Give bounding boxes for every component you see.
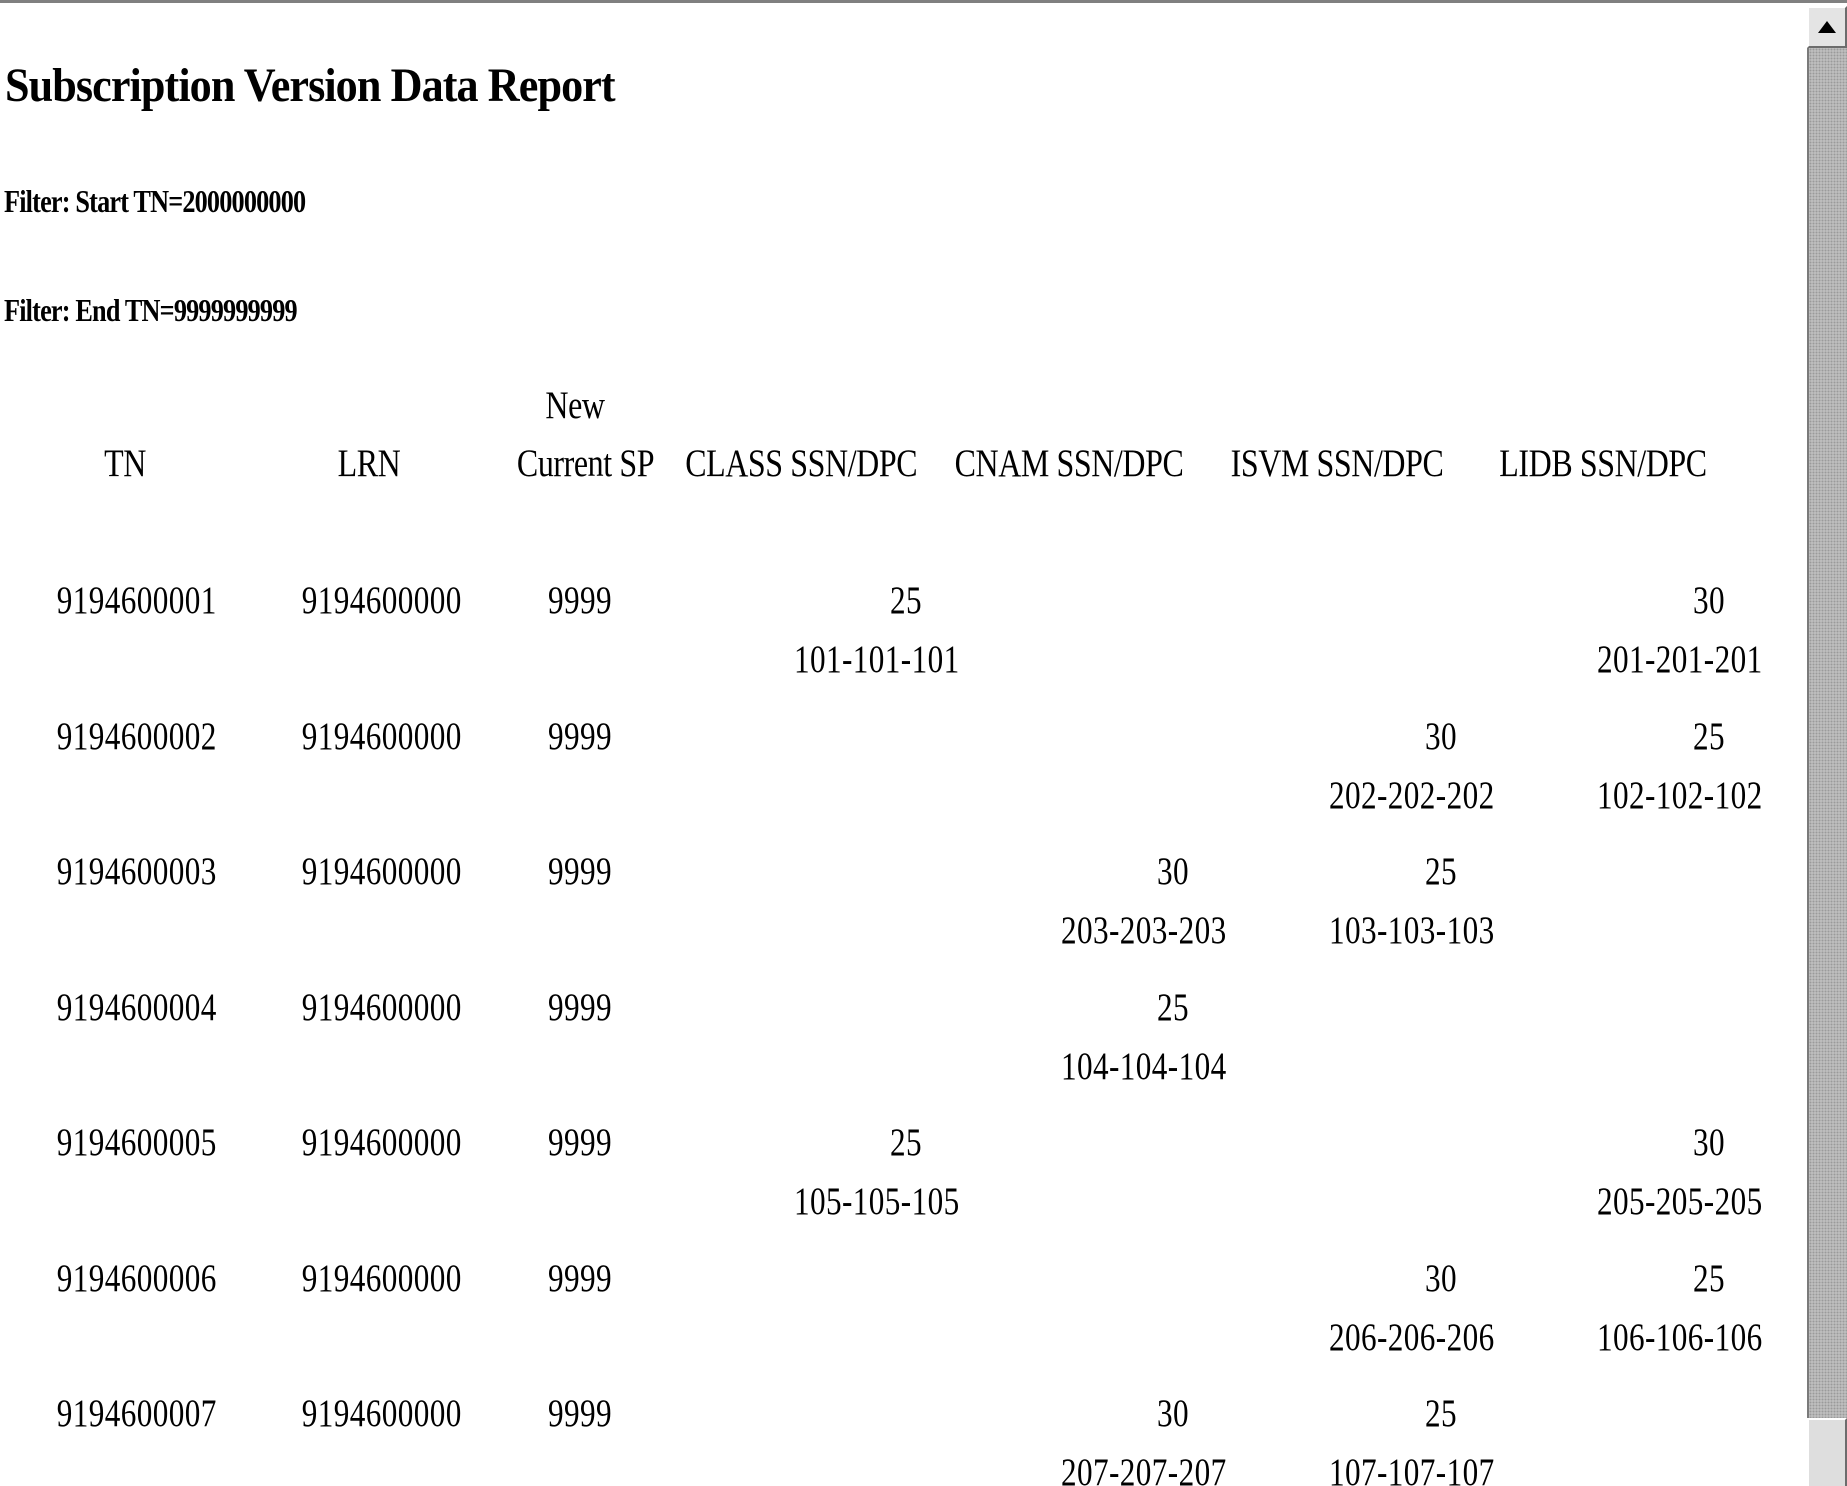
header-tn: TN [104,442,146,485]
cell-class-ssn: 25 [890,1121,922,1164]
cell-lrn: 9194600000 [301,579,462,622]
cell-lidb-ssn: 25 [1693,1256,1725,1300]
cell-lrn: 9194600000 [301,714,462,758]
scroll-up-button[interactable] [1807,6,1847,48]
cell-cnam-dpc: 207-207-207 [1061,1451,1227,1486]
cell-class-ssn: 25 [890,579,922,622]
cell-lidb-dpc: 205-205-205 [1597,1180,1763,1223]
scrollbar-thumb[interactable] [1807,1418,1847,1486]
cell-lrn: 9194600000 [301,1121,462,1164]
cell-class-dpc: 101-101-101 [794,638,960,681]
cell-tn: 9194600005 [56,1121,217,1164]
header-new-current-sp-line1: New [545,384,605,427]
report-content [0,3,1805,1486]
cell-isvm-dpc: 206-206-206 [1329,1315,1495,1359]
cell-tn: 9194600007 [56,1392,217,1435]
header-lidb-ssn-dpc: LIDB SSN/DPC [1499,442,1707,485]
cell-tn: 9194600001 [56,579,217,622]
cell-cnam-ssn: 30 [1157,850,1189,893]
cell-sp: 9999 [548,579,612,622]
cell-sp: 9999 [548,1392,612,1435]
cell-tn: 9194600004 [56,985,217,1029]
filter-start-tn: Filter: Start TN=2000000000 [4,183,306,219]
cell-isvm-ssn: 25 [1425,850,1457,893]
cell-lidb-dpc: 106-106-106 [1597,1315,1763,1359]
cell-lrn: 9194600000 [301,985,462,1029]
cell-sp: 9999 [548,714,612,758]
report-title: Subscription Version Data Report [5,59,615,112]
cell-tn: 9194600002 [56,714,217,758]
cell-lidb-dpc: 102-102-102 [1597,773,1763,817]
cell-lrn: 9194600000 [301,1256,462,1300]
cell-sp: 9999 [548,985,612,1029]
vertical-scrollbar[interactable] [1807,6,1847,1486]
cell-lidb-ssn: 30 [1693,579,1725,622]
cell-lidb-ssn: 30 [1693,1121,1725,1164]
cell-cnam-ssn: 25 [1157,985,1189,1029]
header-isvm-ssn-dpc: ISVM SSN/DPC [1230,442,1444,485]
cell-sp: 9999 [548,1121,612,1164]
header-class-ssn-dpc: CLASS SSN/DPC [685,442,918,485]
triangle-up-icon [1818,21,1836,33]
cell-sp: 9999 [548,1256,612,1300]
cell-class-dpc: 105-105-105 [794,1180,960,1223]
cell-cnam-ssn: 30 [1157,1392,1189,1435]
cell-cnam-dpc: 104-104-104 [1061,1044,1227,1088]
cell-lrn: 9194600000 [301,1392,462,1435]
cell-lidb-dpc: 201-201-201 [1597,638,1763,681]
filter-end-tn: Filter: End TN=9999999999 [4,292,297,328]
cell-isvm-dpc: 107-107-107 [1329,1451,1495,1486]
cell-isvm-ssn: 30 [1425,714,1457,758]
cell-tn: 9194600003 [56,850,217,893]
header-cnam-ssn-dpc: CNAM SSN/DPC [954,442,1184,485]
cell-isvm-ssn: 30 [1425,1256,1457,1300]
cell-lrn: 9194600000 [301,850,462,893]
cell-tn: 9194600006 [56,1256,217,1300]
header-new-current-sp-line2: Current SP [516,442,655,485]
cell-lidb-ssn: 25 [1693,714,1725,758]
cell-sp: 9999 [548,850,612,893]
cell-isvm-dpc: 202-202-202 [1329,773,1495,817]
cell-isvm-ssn: 25 [1425,1392,1457,1435]
header-lrn: LRN [337,442,401,485]
cell-isvm-dpc: 103-103-103 [1329,909,1495,952]
cell-cnam-dpc: 203-203-203 [1061,909,1227,952]
